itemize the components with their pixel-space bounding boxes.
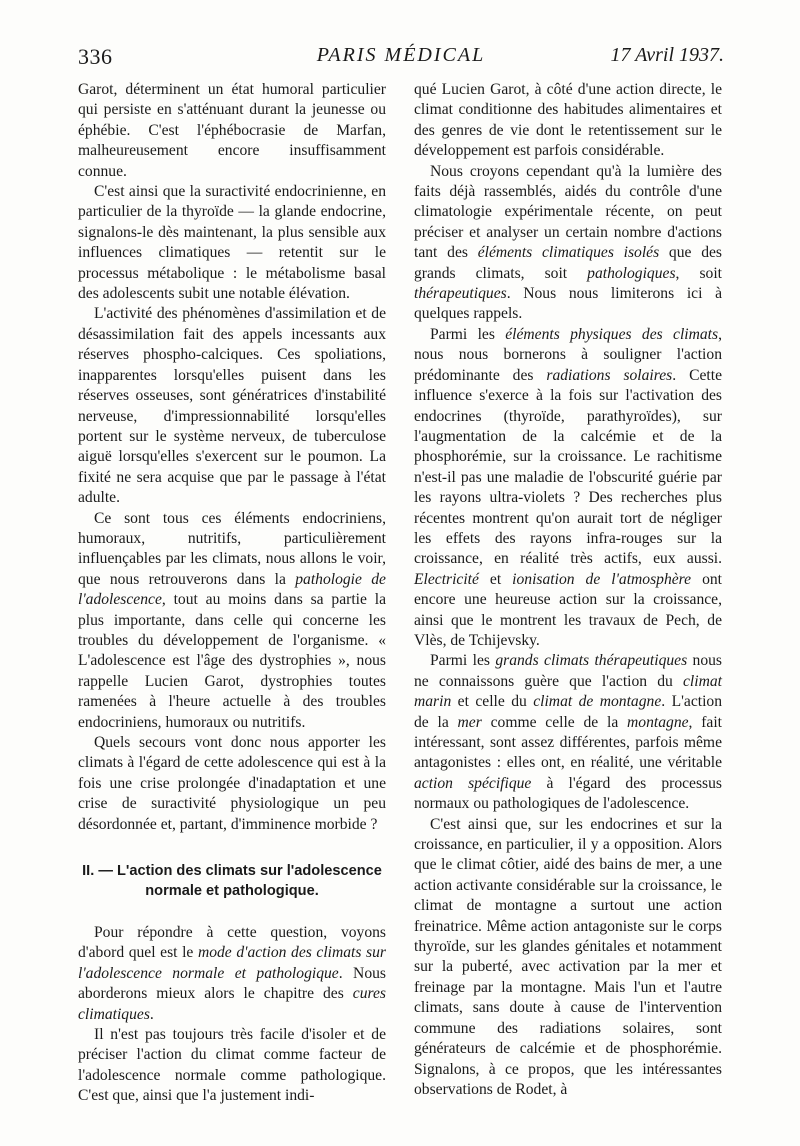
emphasis: éléments climatiques isolés: [477, 244, 660, 262]
text-run: et: [478, 570, 513, 588]
emphasis: mode d'action des climats sur l'adolescence normale et pathologique: [78, 944, 386, 982]
text-run: nous ne connaissons guère que l'action du: [414, 652, 722, 690]
text-run: Nous croyons cependant qu'à la lumière des faits déjà rassemblés, aidés du contrôle d'une climatologie expérimentale récente, on peut préciser et analyser un certain nombre d'actions tant des: [414, 162, 722, 262]
text-run: . Nous nous limiterons ici à quelques rappels.: [414, 285, 722, 323]
emphasis: ionisation de l'atmosphère: [512, 570, 692, 588]
text-run: .: [149, 1005, 154, 1023]
text-run: , tout au moins dans sa partie la plus importante, dans celle qui concerne les troubles du développement de l'organisme. « L'adolescence est l'âge des dystrophies », nous rappelle Lucien Garot, dystrophies toutes ramenées à l'heure actuelle à des troubles endocriniens, humoraux ou nutritifs.: [78, 591, 386, 731]
paragraph: [78, 509, 386, 733]
paragraph: [414, 651, 722, 814]
text-run: , fait intéressant, sont assez différentes, parfois même antagonistes : elles ont, en réalité, une véritable: [414, 713, 722, 772]
text-run: et celle du: [451, 693, 534, 711]
emphasis: pathologiques: [587, 264, 676, 282]
text-run: comme celle de la: [481, 713, 628, 731]
running-header: [78, 44, 724, 70]
paragraph: qué Lucien Garot, à côté d'une action directe, le climat conditionne des habitudes alimentaires et des genres de vie dont le retentissement sur le développement est parfois considérable.: [414, 81, 722, 160]
journal-title: PARIS MÉDICAL: [316, 44, 486, 66]
emphasis: climat de montagne: [533, 693, 662, 711]
emphasis: grands climats thérapeutiques: [495, 652, 688, 670]
paragraph: [414, 162, 722, 325]
text-run: . L'action de la: [414, 693, 723, 731]
emphasis: Electricité: [414, 570, 479, 588]
text-run: Ce sont tous ces éléments endocriniens, humoraux, nutritifs, particulièrement influençables par les climats, nous allons le voir, que nous retrouverons dans la: [78, 509, 386, 588]
section-heading-line: II. — L'action des climats sur l'adolescence: [82, 863, 382, 880]
paragraph: C'est ainsi que la suractivité endocrinienne, en particulier de la thyroïde — la glande endocrine, signalons-le dès maintenant, la plus sensible aux influences climatiques — retentit sur le processus métabolique : le métabolisme basal des adolescents subit une notable élévation.: [78, 183, 386, 303]
emphasis: cures climatiques: [78, 985, 386, 1023]
emphasis: montagne: [627, 713, 689, 731]
text-run: que des grands climats, soit: [414, 244, 722, 282]
emphasis: éléments physiques des climats: [505, 325, 719, 343]
paragraph: Il n'est pas toujours très facile d'isoler et de préciser l'action du climat comme facteur de l'adolescence normale comme pathologique. C'est que, ainsi que l'a justement indi-: [78, 1026, 386, 1105]
left-column: [78, 80, 386, 1107]
text-run: . Cette influence s'exerce à la fois sur l'activation des endocrines (thyroïde, parathyroïdes), sur l'augmentation de la calcémie et de la phosphorémie, sur la croissance. Le rachitisme n'est-il pas une maladie de l'obscurité guérie par les rayons ultra-violets ? Des recherches plus récentes montrent qu'on aurait tort de négliger les effets des rayons infra-rouges sur la croissance, en réalité très actifs, eux aussi.: [414, 366, 722, 568]
text-run: . Nous aborderons mieux alors le chapitre des: [78, 964, 386, 1003]
emphasis: action spécifique: [414, 774, 532, 792]
paragraph: Garot, déterminent un état humoral particulier qui persiste en s'atténuant durant la jeunesse ou éphébie. C'est l'éphébocrasie de Marfan, malheureusement encore insuffisamment connue.: [78, 81, 386, 180]
text-run: à l'égard des processus normaux ou pathologiques de l'adolescence.: [414, 774, 722, 813]
issue-date: 17 Avril 1937.: [610, 44, 724, 66]
text-run: ont encore une heureuse action sur la croissance, ainsi que le montrent les travaux de Pech, de Vlès, de Tchijevsky.: [414, 570, 722, 649]
paragraph: C'est ainsi que, sur les endocrines et sur la croissance, en particulier, il y a opposition. Alors que le climat côtier, aidé des bains de mer, a une action activante considérable sur la croissance, le climat de montagne a surtout une action freinatrice. Même action antagoniste sur le corps thyroïde, sur les glandes génitales et notamment sur la puberté, avec activation par la mer et freinage par la montagne. Mais l'un et l'autre climats, sans doute à cause de l'intervention commune des radiations solaires, sont générateurs de calcémie et de phosphorémie. Signalons, à ce propos, que les intéressantes observations de Rodet, à: [414, 815, 722, 1098]
page-number: 336: [78, 44, 113, 69]
paragraph: [78, 923, 386, 1025]
paragraph: [414, 325, 722, 652]
text-run: Parmi les: [430, 652, 496, 670]
section-heading: [78, 861, 386, 901]
section-heading-line: normale et pathologique.: [145, 883, 319, 900]
text-run: Parmi les: [430, 325, 506, 343]
emphasis: mer: [457, 713, 482, 731]
paragraph: L'activité des phénomènes d'assimilation et de désassimilation fait des appels incessants aux réserves phospho-calciques. Ces spoliations, inapparentes lorsqu'elles puisent dans les réserves osseuses, sont génératrices d'instabilité nerveuse, d'impressionnabilité lorsqu'elles portent sur le système nerveux, de tuberculose aiguë lorsqu'elles s'exercent sur le poumon. La fixité ne sera acquise que par le passage à l'état adulte.: [78, 305, 386, 507]
paragraph: Quels secours vont donc nous apporter les climats à l'égard de cette adolescence qui est à la fois une crise prolongée d'inadaptation et une crise de suractivité physiologique un peu désordonnée et, partant, d'imminence morbide ?: [78, 734, 386, 833]
text-run: Pour répondre à cette question, voyons d'abord quel est le: [78, 924, 386, 962]
emphasis: thérapeutiques: [414, 285, 507, 303]
emphasis: radiations solaires: [546, 366, 673, 384]
text-run: , nous nous bornerons à souligner l'action prédominante des: [414, 325, 722, 384]
emphasis: pathologie de l'adolescence: [78, 570, 386, 609]
right-column: [414, 80, 722, 1100]
emphasis: climat marin: [414, 672, 722, 711]
text-run: , soit: [675, 264, 722, 282]
